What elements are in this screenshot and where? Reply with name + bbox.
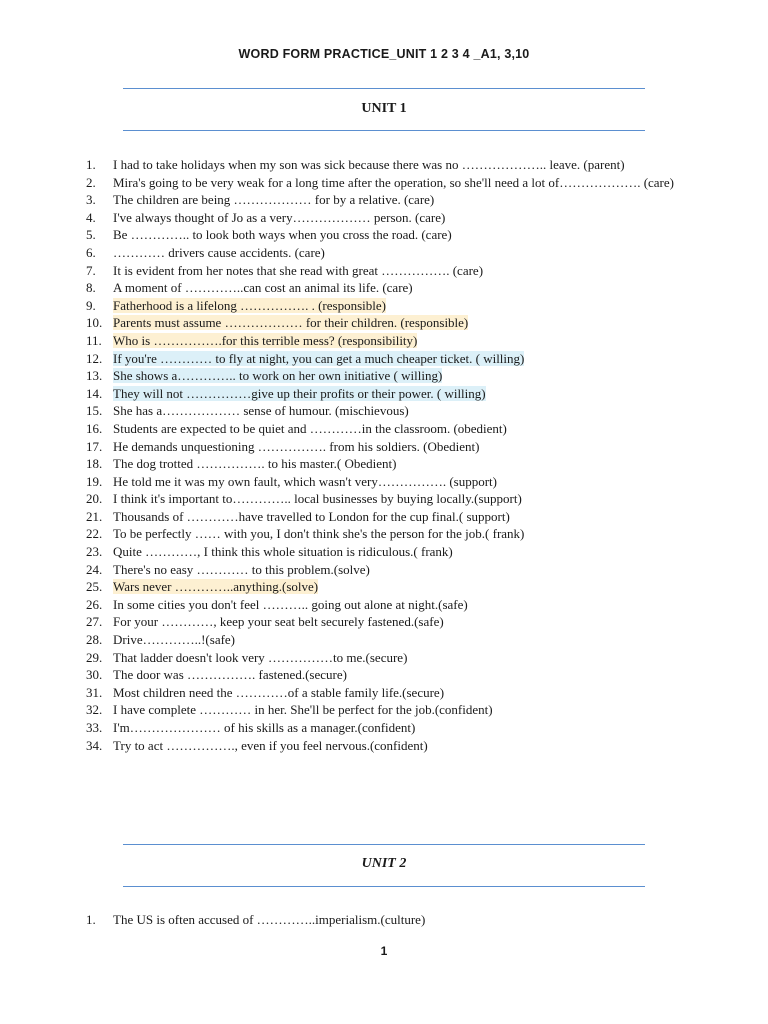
exercise-item [86,438,686,456]
exercise-item [86,490,686,508]
item-number: 5. [86,227,96,243]
item-number: 11. [86,332,102,348]
exercise-item [86,332,686,350]
item-text [113,490,686,508]
item-number: 6. [86,244,96,260]
exercise-item [86,737,686,755]
item-text [113,420,686,438]
item-number: 21. [86,508,103,524]
item-sentence: ………… drivers cause accidents. (care) [113,244,325,260]
item-sentence: A moment of …………..can cost an animal its life. (care) [113,280,413,296]
item-text [113,701,686,719]
item-number: 14. [86,385,103,401]
item-sentence: For your …………, keep your seat belt securely fastened.(safe) [113,614,444,630]
exercise-item [86,613,686,631]
item-text [113,314,686,332]
item-text [113,262,686,280]
item-sentence: She shows a………….. to work on her own initiative ( willing) [113,368,443,384]
item-number: 31. [86,684,103,700]
item-number: 7. [86,262,96,278]
exercise-item [86,911,686,929]
item-text [113,191,686,209]
exercise-item [86,508,686,526]
item-text [113,561,686,579]
item-sentence: Wars never …………..anything.(solve) [113,579,319,595]
item-number: 32. [86,702,103,718]
item-number: 33. [86,720,103,735]
item-number: 8. [86,280,96,296]
item-sentence: Students are expected to be quiet and …………in the classroom. (obedient) [113,420,507,436]
item-text [113,719,686,737]
exercise-item [86,420,686,438]
item-number: 29. [86,649,103,665]
exercise-item [86,314,686,332]
item-sentence: The door was ……………. fastened.(secure) [113,667,347,683]
item-text [113,596,686,614]
item-number: 13. [86,368,103,384]
exercise-item [86,226,686,244]
unit2-top-rule [123,844,645,845]
unit1-top-rule [123,88,645,89]
item-text [113,350,686,368]
item-sentence: In some cities you don't feel ……….. going out alone at night.(safe) [113,596,468,612]
item-text [113,525,686,543]
item-text [113,508,686,526]
item-number: 12. [86,350,103,366]
unit1-bottom-rule [123,130,645,131]
item-sentence: Quite …………, I think this whole situation is ridiculous.( frank) [113,544,453,560]
exercise-item [86,209,686,227]
item-sentence: I've always thought of Jo as a very……………… person. (care) [113,209,446,225]
item-text [113,649,686,667]
exercise-item [86,156,686,174]
item-sentence: Most children need the …………of a stable family life.(secure) [113,684,445,700]
item-text [113,367,686,385]
item-number: 16. [86,420,103,436]
exercise-item [86,297,686,315]
item-text [113,578,686,596]
item-sentence: Fatherhood is a lifelong ……………. . (responsible) [113,297,386,313]
item-text [113,279,686,297]
item-number: 4. [86,209,96,225]
item-number: 10. [86,315,103,331]
item-text [113,613,686,631]
unit2-exercise-list [86,911,686,929]
item-text [113,332,686,350]
exercise-item [86,473,686,491]
exercise-item [86,701,686,719]
item-sentence: They will not ……………give up their profits or their power. ( willing) [113,385,486,401]
item-text [113,385,686,403]
item-number: 26. [86,596,103,612]
item-number: 27. [86,614,103,630]
exercise-item [86,350,686,368]
exercise-item [86,525,686,543]
document-title: WORD FORM PRACTICE_UNIT 1 2 3 4 _A1, 3,10 [238,47,530,61]
item-number: 19. [86,473,103,489]
item-text [113,911,686,929]
item-number: 2. [86,174,96,190]
item-number: 22. [86,526,103,542]
exercise-item [86,455,686,473]
unit2-bottom-rule [123,886,645,887]
item-number: 28. [86,632,103,648]
item-sentence: I'm………………… of his skills as a manager.(confident) [113,720,416,735]
exercise-item [86,684,686,702]
unit1-heading: UNIT 1 [361,101,407,116]
item-sentence: There's no easy ………… to this problem.(solve) [113,561,370,577]
item-number: 34. [86,737,103,753]
item-number: 24. [86,561,103,577]
item-text [113,666,686,684]
item-number: 23. [86,544,103,560]
item-sentence: To be perfectly …… with you, I don't think she's the person for the job.( frank) [113,526,525,542]
item-text [113,297,686,315]
item-sentence: I had to take holidays when my son was sick because there was no ……………….. leave. (parent) [113,157,625,172]
item-number: 9. [86,297,96,313]
exercise-item [86,262,686,280]
item-sentence: The dog trotted ……………. to his master.( Obedient) [113,456,397,472]
item-number: 18. [86,456,103,472]
item-sentence: That ladder doesn't look very ……………to me.(secure) [113,649,408,665]
item-sentence: She has a……………… sense of humour. (mischievous) [113,403,409,419]
exercise-item [86,649,686,667]
exercise-item [86,719,686,737]
item-sentence: Who is …………….for this terrible mess? (responsibility) [113,332,418,348]
item-sentence: He told me it was my own fault, which wasn't very……………. (support) [113,473,497,489]
item-sentence: It is evident from her notes that she read with great ……………. (care) [113,262,484,278]
exercise-item [86,631,686,649]
item-text [113,737,686,755]
exercise-item [86,367,686,385]
item-number: 25. [86,579,103,595]
item-sentence: Be ………….. to look both ways when you cross the road. (care) [113,227,452,243]
item-text [113,174,686,192]
exercise-item [86,191,686,209]
item-number: 3. [86,192,96,208]
unit2-heading: UNIT 2 [361,856,407,871]
item-text [113,209,686,227]
item-text [113,438,686,456]
item-number: 1. [86,157,96,172]
item-text [113,684,686,702]
item-number: 17. [86,438,103,454]
item-text [113,156,686,174]
exercise-item [86,578,686,596]
item-text [113,543,686,561]
item-sentence: Try to act ……………., even if you feel nervous.(confident) [113,737,428,753]
item-sentence: Parents must assume ……………… for their children. (responsible) [113,315,469,331]
item-sentence: Thousands of …………have travelled to London for the cup final.( support) [113,508,510,524]
item-number: 1. [86,912,96,927]
exercise-item [86,174,686,192]
item-number: 20. [86,491,103,507]
unit1-exercise-list [86,156,686,754]
item-sentence: Drive…………..!(safe) [113,632,236,648]
item-text [113,473,686,491]
exercise-item [86,543,686,561]
exercise-item [86,596,686,614]
item-sentence: I have complete ………… in her. She'll be perfect for the job.(confident) [113,702,493,718]
item-text [113,402,686,420]
item-sentence: The US is often accused of …………..imperialism.(culture) [113,912,426,927]
exercise-item [86,244,686,262]
exercise-item [86,279,686,297]
item-text [113,455,686,473]
item-text [113,244,686,262]
item-text [113,226,686,244]
item-number: 15. [86,403,103,419]
item-sentence: I think it's important to………….. local businesses by buying locally.(support) [113,491,522,507]
item-sentence: He demands unquestioning ……………. from his soldiers. (Obedient) [113,438,480,454]
item-sentence: Mira's going to be very weak for a long time after the operation, so she'll need a lot of………………. (care) [113,174,674,190]
exercise-item [86,561,686,579]
exercise-item [86,666,686,684]
exercise-item [86,402,686,420]
page-number: 1 [380,944,388,958]
item-number: 30. [86,667,103,683]
item-text [113,631,686,649]
item-sentence: If you're ………… to fly at night, you can get a much cheaper ticket. ( willing) [113,350,525,366]
item-sentence: The children are being ……………… for by a relative. (care) [113,192,435,208]
exercise-item [86,385,686,403]
